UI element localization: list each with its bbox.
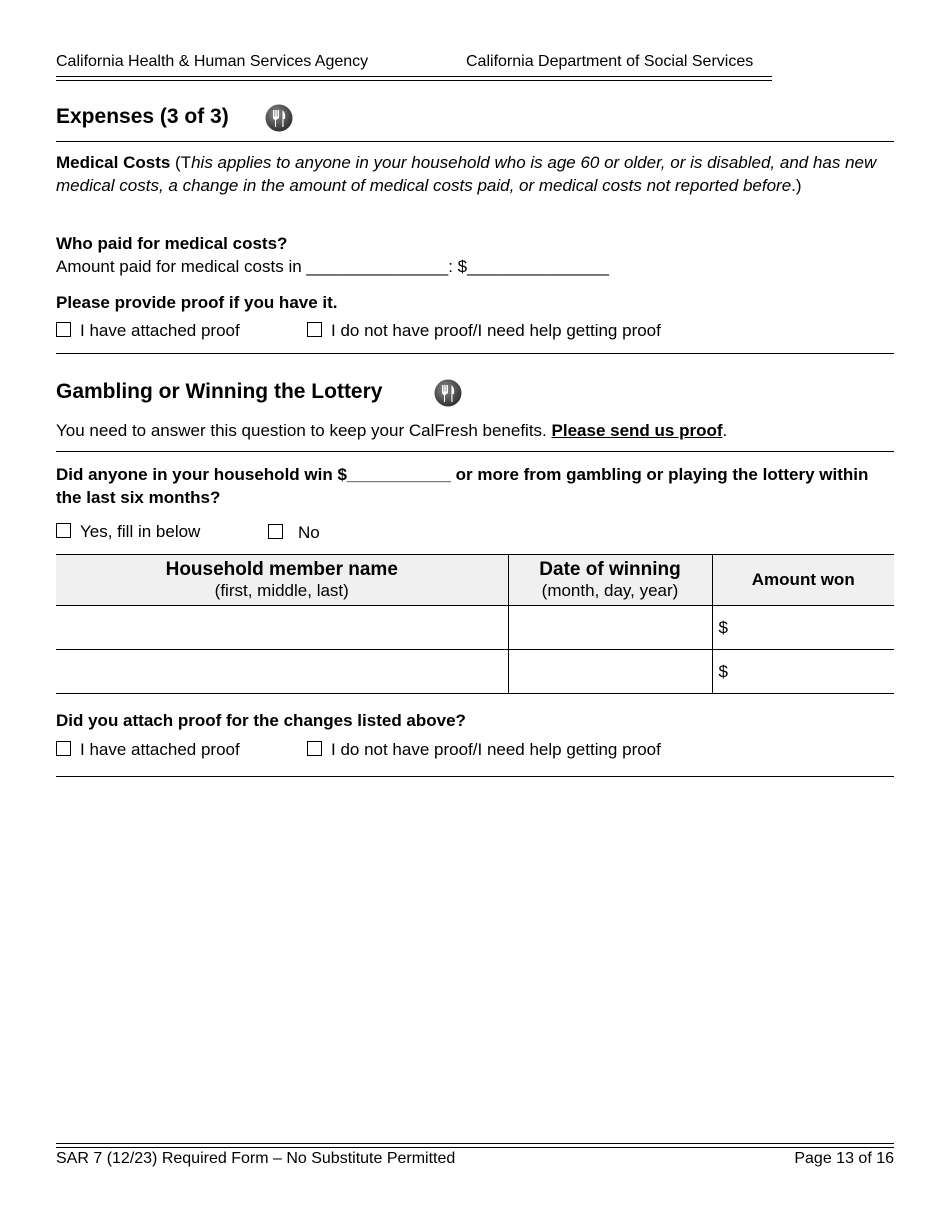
gambling-yes-checkbox[interactable] <box>56 523 71 538</box>
gambling-intro: You need to answer this question to keep your CalFresh benefits. Please send us proof. <box>56 421 728 440</box>
gambling-no-checkbox[interactable] <box>268 524 283 539</box>
expenses-title: Expenses (3 of 3) <box>56 105 229 128</box>
footer-page-number: Page 13 of 16 <box>794 1150 894 1167</box>
date-cell[interactable] <box>508 606 712 650</box>
date-cell[interactable] <box>508 650 712 694</box>
calfresh-icon <box>265 104 293 132</box>
medical-costs-description: his applies to anyone in your household who is age 60 or older, or is disabled, and has new medical costs, a change in the amount of medical costs paid, or medical costs not reported before <box>56 153 877 195</box>
proof-attached-checkbox[interactable] <box>56 322 71 337</box>
amount-cell[interactable]: $ <box>712 650 894 694</box>
member-name-cell[interactable] <box>56 650 508 694</box>
medical-costs-label: Medical Costs <box>56 153 171 172</box>
header-divider <box>56 76 772 81</box>
footer-form-id: SAR 7 (12/23) Required Form – No Substitute Permitted <box>56 1150 456 1167</box>
table-header-row <box>56 555 894 606</box>
gambling-proof-none-option[interactable]: I do not have proof/I need help getting proof <box>307 740 661 760</box>
gambling-question: Did anyone in your household win $___________ or more from gambling or playing the lottery within the last six months? <box>56 465 869 507</box>
section-divider <box>56 141 894 142</box>
who-paid-question: Who paid for medical costs? <box>56 234 288 253</box>
gambling-proof-none-checkbox[interactable] <box>307 741 322 756</box>
amount-paid-field[interactable]: Amount paid for medical costs in _______________: $_______________ <box>56 257 609 276</box>
winnings-table <box>56 554 894 694</box>
header-agency: California Health & Human Services Agency <box>56 53 369 70</box>
section-divider <box>56 451 894 452</box>
proof-none-checkbox[interactable] <box>307 322 322 337</box>
proof-none-option[interactable]: I do not have proof/I need help getting proof <box>307 321 661 341</box>
gambling-no-option[interactable]: No <box>268 523 320 543</box>
gambling-title: Gambling or Winning the Lottery <box>56 380 383 403</box>
gambling-proof-attached-checkbox[interactable] <box>56 741 71 756</box>
col-amount-won: Amount won <box>712 555 894 606</box>
member-name-cell[interactable] <box>56 606 508 650</box>
gambling-yes-option[interactable]: Yes, fill in below <box>56 522 200 542</box>
section-divider <box>56 776 894 777</box>
table-row <box>56 606 894 650</box>
calfresh-icon <box>434 379 462 407</box>
col-household-member: Household member name (first, middle, last) <box>56 555 508 606</box>
gambling-proof-attached-option[interactable]: I have attached proof <box>56 740 240 760</box>
header-department: California Department of Social Services <box>466 53 754 70</box>
proof-prompt: Please provide proof if you have it. <box>56 293 338 312</box>
section-divider <box>56 353 894 354</box>
col-date-of-winning: Date of winning (month, day, year) <box>508 555 712 606</box>
proof-attached-option[interactable]: I have attached proof <box>56 321 240 341</box>
attach-proof-question: Did you attach proof for the changes listed above? <box>56 711 466 730</box>
amount-cell[interactable]: $ <box>712 606 894 650</box>
table-row <box>56 650 894 694</box>
footer-divider <box>56 1143 894 1148</box>
send-proof-link: Please send us proof <box>551 421 723 440</box>
medical-costs-paragraph: Medical Costs (This applies to anyone in your household who is age 60 or older, or is disabled, and has new medical costs, a change in the amount of medical costs paid, or medical costs not reported before.) <box>56 153 877 195</box>
